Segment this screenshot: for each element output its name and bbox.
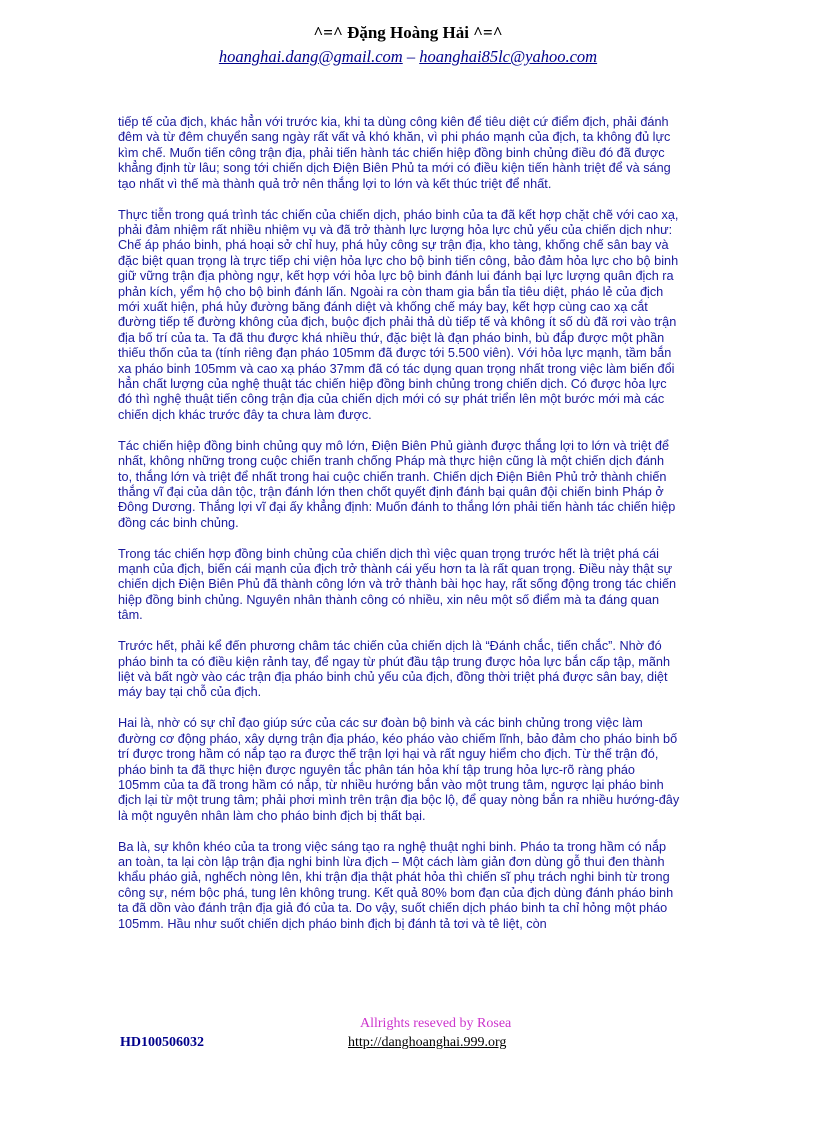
- paragraph: Thực tiễn trong quá trình tác chiến của chiến dịch, pháo binh của ta đã kết hợp chặt chẽ với cao xạ, phải đảm nhiệm rất nhiều nhiệm vụ và đã trở thành lực lượng hỏa lực chủ yếu của chiến dịch như: Chế áp pháo binh, phá hoại sở chỉ huy, phá hủy công sự trận địa, kho tàng, khống chế sân bay và đặc biệt quan trọng là trực tiếp chi viện hỏa lực cho bộ binh tiến công, bảo đảm hỏa lực cho bộ binh giữ vững trận địa phòng ngự, kết hợp với hỏa lực bộ binh đánh lui đánh bại lực lượng quân địch ra phản kích, yểm hộ cho bộ binh đánh lấn. Ngoài ra còn tham gia bắn tỉa tiêu diệt, pháo lẻ của địch mới xuất hiện, phá hủy đường băng đánh diệt và khống chế máy bay, kết hợp cùng cao xạ cắt đường tiếp tế đường không của địch, buộc địch phải thả dù tiếp tế và không ít số dù đã rơi vào trận địa bố trí của ta. Ta đã thu được khá nhiều thứ, đặc biệt là đạn pháo binh, bù đắp được một phần thiếu thốn của ta (tính riêng đạn pháo 105mm đã được tới 5.500 viên). Với hỏa lực mạnh, tầm bắn xa pháo binh 105mm và cao xạ pháo 37mm đã có tác dụng quan trọng nhất trong việc làm biến đổi hẳn chất lượng của nghệ thuật tác chiến hiệp đồng binh chủng trong chiến dịch. Có được hỏa lực đó thì nghệ thuật tiến công trận địa của chiến dịch mới có sự phát triển lên một bước mới mà các chiến dịch khác trước đây ta chưa làm được.: [118, 207, 679, 422]
- paragraph: tiếp tế của địch, khác hẳn với trước kia, khi ta dùng công kiên để tiêu diệt cứ điểm địch, phải đánh đêm và từ đêm chuyển sang ngày rất vất vả khó khăn, vì phi pháo mạnh của địch, ta không đủ lực kìm chế. Muốn tiến công trận địa, phải tiến hành tác chiến hiệp đồng binh chủng điều đó đã được khẳng định từ lâu; song tới chiến dịch Điện Biên Phủ ta mới có điều kiện tiến hành triệt để và sáng tạo nhất vì thế mà thành quả trở nên thắng lợi to lớn và kết thúc triệt để nhất.: [118, 115, 671, 191]
- email-link-gmail[interactable]: hoanghai.dang@gmail.com: [218, 47, 403, 66]
- paragraph: Ba là, sự khôn khéo của ta trong việc sáng tạo ra nghệ thuật nghi binh. Pháo ta trong hầm có nắp an toàn, ta lại còn lập trận địa nghi binh lừa địch – Một cách làm giản đơn dùng gỗ thui đen thành khẩu pháo giả, nghếch nòng lên, khi trận địa thật phát hỏa thì chiến sĩ phụ trách nghi binh từ trong công sự, ném bộc phá, tung lên không trung. Kết quả 80% bom đạn của địch dùng đánh pháo binh ta đã dồn vào đánh trận địa giả đó của ta. Do vậy, suốt chiến dịch pháo binh ta chỉ hỏng một pháo 105mm. Hầu như suốt chiến dịch pháo binh địch bị đánh tả tơi và tê liệt, còn: [118, 839, 674, 931]
- paragraph: Hai là, nhờ có sự chỉ đạo giúp sức của các sư đoàn bộ binh và các binh chủng trong việc làm đường cơ động pháo, xây dựng trận địa pháo, kéo pháo vào chiếm lĩnh, bảo đảm cho pháo binh bố trí được trong hầm có nắp tạo ra được thế trận lợi hại và rất nguy hiểm cho địch. Từ thế trận đó, pháo binh ta đã thực hiện được nguyên tắc phân tán hỏa khí tập trung hỏa lực-rõ ràng pháo 105mm của ta đã trong hầm có nắp, từ nhiều hướng bắn vào một trung tâm, ngược lại pháo binh địch lại từ một trung tâm; phải phơi mình trên trận địa bộc lộ, để quay nòng bắn ra nhiều hướng-đây là một nguyên nhân làm cho pháo binh địch bị thất bại.: [118, 716, 680, 823]
- author-title: ^=^ Đặng Hoàng Hải ^=^: [313, 23, 503, 42]
- contact-separator: –: [402, 47, 420, 66]
- page-header: [0, 22, 816, 68]
- contact-line: [0, 46, 816, 68]
- paragraph: Trong tác chiến hợp đồng binh chủng của chiến dịch thì việc quan trọng trước hết là triệt phá cái mạnh của địch, biến cái mạnh của địch trở thành cái yếu hơn ta là rất quan trọng. Điều này thật sự chiến dịch Điện Biên Phủ đã thành công lớn và trở thành bài học hay, rất sống động trong tác chiến hiệp đồng binh chủng. Nguyên nhân thành công có nhiều, xin nêu một số điểm mà ta đáng quan tâm.: [118, 546, 677, 623]
- document-body: [118, 115, 680, 948]
- website-link[interactable]: http://danghoanghai.999.org: [348, 1035, 507, 1050]
- paragraph: Trước hết, phải kể đến phương châm tác chiến của chiến dịch là “Đánh chắc, tiến chắc”. Nhờ đó pháo binh ta có điều kiện rảnh tay, để ngay từ phút đầu tập trung được hỏa lực bắn cấp tập, mãnh liệt và bất ngờ vào các trận địa pháo binh chủ yếu của địch, đồng thời triệt phá được sân bay, diệt máy bay tại chỗ của địch.: [118, 639, 671, 700]
- email-link-yahoo[interactable]: hoanghai85lc@yahoo.com: [419, 47, 598, 66]
- copyright-notice: Allrights reseved by Rosea: [360, 1016, 512, 1031]
- document-id: HD100506032: [120, 1035, 204, 1050]
- paragraph: Tác chiến hiệp đồng binh chủng quy mô lớn, Điện Biên Phủ giành được thắng lợi to lớn và triệt để nhất, không những trong cuộc chiến tranh chống Pháp mà thực hiện cũng là một chiến dịch đánh to, thắng lớn và triệt để nhất trong hai cuộc chiến tranh. Chiến dịch Điện Biên Phủ trở thành chiến thắng vĩ đại của dân tộc, trận đánh lớn then chốt quyết định đánh bại quân đội chiến binh Pháp ở Đông Dương. Thắng lợi vĩ đại ấy khẳng định: Muốn đánh to thắng lớn phải tiến hành tác chiến hiệp đồng các binh chủng.: [118, 438, 676, 530]
